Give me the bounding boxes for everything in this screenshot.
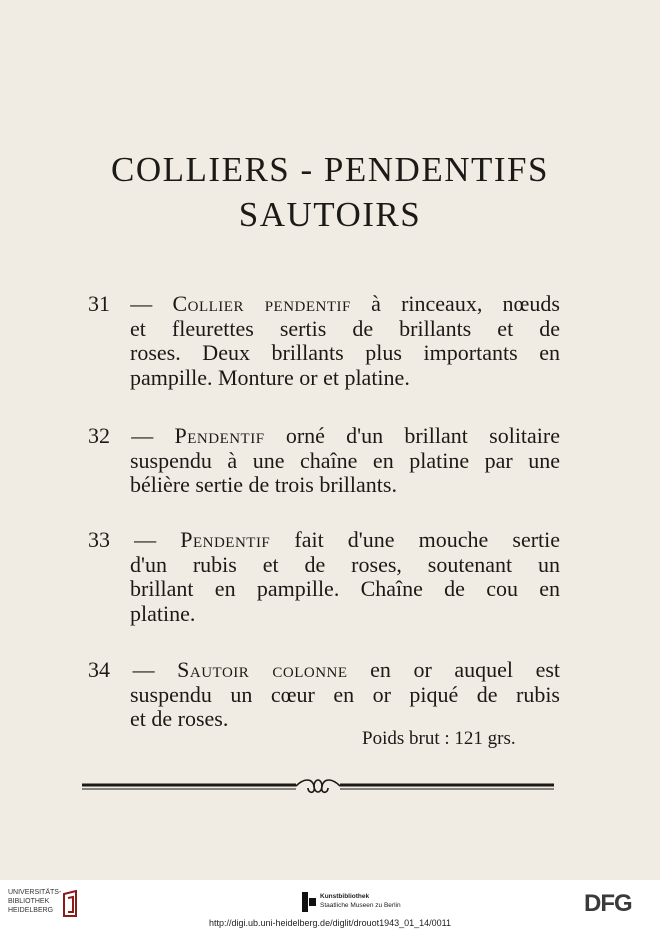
lot-number: 34 <box>88 657 110 682</box>
description-line: et de roses. <box>130 706 229 732</box>
lot-entry-32 <box>88 424 560 498</box>
description-line: roses. Deux brillants plus importants en <box>130 340 560 366</box>
ub-emblem-icon <box>62 890 80 918</box>
entry-first-line <box>88 658 560 683</box>
lot-description-start: orné d'un brillant solitaire <box>285 423 561 448</box>
lot-description-start: en or auquel est <box>370 657 561 682</box>
description-line: platine. <box>130 600 196 626</box>
lot-number: 32 <box>88 423 110 448</box>
entry-dash: — <box>131 423 154 448</box>
kunstbibliothek-logo-icon <box>302 892 316 912</box>
description-line: bélière sertie de trois brillants. <box>130 472 397 498</box>
page-subtitle: SAUTOIRS <box>238 195 422 234</box>
lot-entry-33 <box>88 528 560 626</box>
lot-number: 31 <box>88 291 110 316</box>
lot-entry-31 <box>88 292 560 390</box>
ub-line: HEIDELBERG <box>8 907 54 914</box>
kb-line: Staatliche Museen zu Berlin <box>320 902 401 909</box>
entry-dash: — <box>130 291 153 316</box>
ub-line: UNIVERSITÄTS- <box>8 889 62 896</box>
entry-first-line <box>88 292 560 317</box>
lot-name: Collier pendentif <box>172 291 351 316</box>
page-title: COLLIERS - PENDENTIFS <box>111 150 549 189</box>
lot-description-start: fait d'une mouche sertie <box>294 527 561 552</box>
lot-name: Pendentif <box>174 423 265 448</box>
kunstbibliothek-logo[interactable] <box>320 892 401 910</box>
ornamental-divider <box>82 774 554 798</box>
dfg-logo[interactable]: DFG <box>584 890 632 917</box>
kb-title: Kunstbibliothek <box>320 893 370 900</box>
description-line: suspendu à une chaîne en platine par une <box>130 447 560 473</box>
description-line: et fleurettes sertis de brillants et de <box>130 315 560 341</box>
lot-number: 33 <box>88 527 110 552</box>
source-url[interactable]: http://digi.ub.uni-heidelberg.de/diglit/drouot1943_01_14/0011 <box>208 918 452 928</box>
entry-dash: — <box>132 657 155 682</box>
university-library-logo[interactable] <box>8 888 61 915</box>
lot-name: Sautoir colonne <box>177 657 348 682</box>
lot-name: Pendentif <box>180 527 271 552</box>
entry-dash: — <box>134 527 157 552</box>
lot-entry-34 <box>88 658 560 732</box>
lot-description-start: à rinceaux, nœuds <box>371 291 560 316</box>
description-line: brillant en pampille. Chaîne de cou en <box>130 576 560 602</box>
entry-first-line <box>88 424 560 449</box>
description-line: pampille. Monture or et platine. <box>130 364 410 390</box>
weight-note: Poids brut : 121 grs. <box>362 728 516 749</box>
ub-line: BIBLIOTHEK <box>8 898 50 905</box>
entry-first-line <box>88 528 560 553</box>
description-line: d'un rubis et de roses, soutenant un <box>130 551 560 577</box>
description-line: suspendu un cœur en or piqué de rubis <box>130 681 560 707</box>
